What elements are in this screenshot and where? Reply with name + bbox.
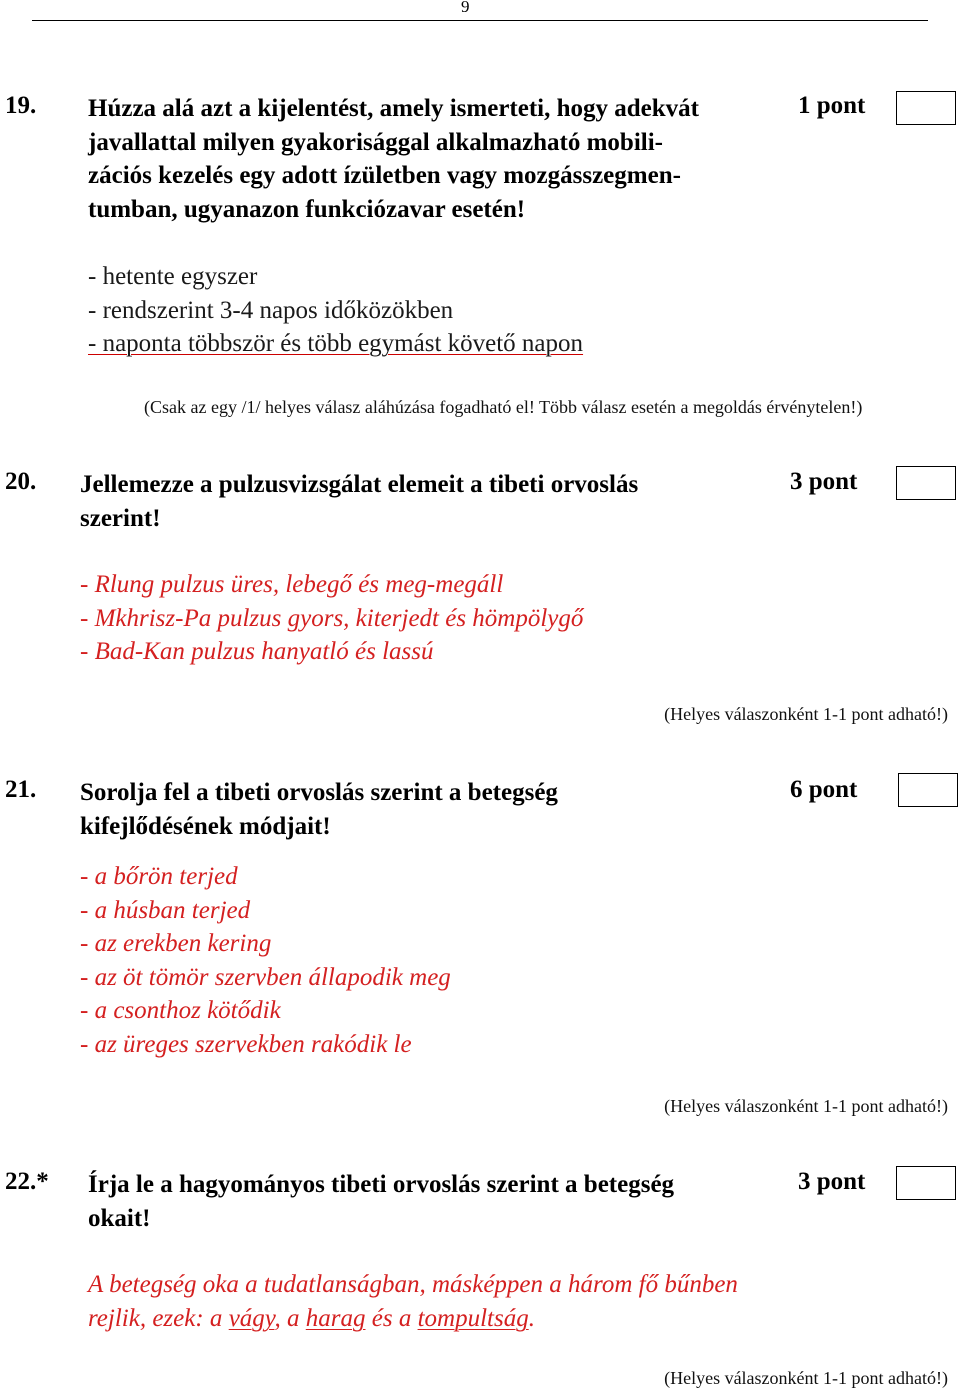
q22-term-vagy: vágy bbox=[228, 1304, 275, 1332]
q19-note: (Csak az egy /1/ helyes válasz aláhúzása fogadható el! Több válasz esetén a megoldás érvénytelen!) bbox=[144, 397, 863, 417]
q21-answers bbox=[80, 860, 451, 1061]
q21-answer: - az erekben kering bbox=[80, 930, 272, 957]
q21-points: 6 pont bbox=[790, 776, 858, 803]
q20-answer: - Bad-Kan pulzus hanyatló és lassú bbox=[80, 638, 434, 665]
q21-note: (Helyes válaszonként 1-1 pont adható!) bbox=[664, 1096, 948, 1116]
q19-question-line: Húzza alá azt a kijelentést, amely ismerteti, hogy adekvát bbox=[88, 95, 699, 122]
q22-number: 22.* bbox=[5, 1168, 49, 1195]
q20-question-line: szerint! bbox=[80, 504, 161, 532]
q19-option[interactable]: - hetente egyszer bbox=[88, 263, 258, 290]
q19-options bbox=[88, 260, 583, 361]
q19-question-line: javallattal milyen gyakorisággal alkalmazható mobili- bbox=[88, 128, 663, 156]
q21-number: 21. bbox=[5, 776, 37, 803]
q21-question-line: Sorolja fel a tibeti orvoslás szerint a betegség bbox=[80, 779, 558, 806]
q19-number: 19. bbox=[5, 92, 37, 119]
q20-question-line: Jellemezze a pulzusvizsgálat elemeit a tibeti orvoslás bbox=[80, 471, 639, 498]
q21-answer: - a bőrön terjed bbox=[80, 863, 238, 890]
q22-note: (Helyes válaszonként 1-1 pont adható!) bbox=[664, 1368, 948, 1388]
q19-points: 1 pont bbox=[798, 92, 866, 119]
q21-question-line: kifejlődésének módjait! bbox=[80, 812, 331, 840]
q21-score-box[interactable] bbox=[898, 773, 958, 807]
q22-answer bbox=[88, 1268, 738, 1335]
q19-question bbox=[88, 92, 699, 226]
q20-points: 3 pont bbox=[790, 468, 858, 495]
q21-answer: - az öt tömör szervben állapodik meg bbox=[80, 963, 451, 991]
q19-question-line: tumban, ugyanazon funkciózavar esetén! bbox=[88, 195, 526, 223]
q22-term-harag: harag bbox=[305, 1304, 366, 1332]
q20-score-box[interactable] bbox=[896, 466, 956, 500]
q20-question bbox=[80, 468, 638, 535]
q21-answer: - a csonthoz kötődik bbox=[80, 997, 281, 1024]
q22-answer-line: A betegség oka a tudatlanságban, másképpen a három fő bűnben bbox=[88, 1271, 738, 1298]
q19-option[interactable]: - rendszerint 3-4 napos időközökben bbox=[88, 296, 454, 324]
q22-answer-prefix: rejlik, ezek: a bbox=[88, 1304, 229, 1332]
q22-question-line: Írja le a hagyományos tibeti orvoslás szerint a betegség bbox=[88, 1171, 675, 1198]
header-rule bbox=[32, 20, 928, 21]
q22-answer-end: . bbox=[528, 1304, 535, 1332]
q20-answer: - Rlung pulzus üres, lebegő és meg-megáll bbox=[80, 571, 504, 598]
q19-question-line: zációs kezelés egy adott ízületben vagy mozgásszegmen- bbox=[88, 162, 681, 189]
q22-question-line: okait! bbox=[88, 1204, 151, 1232]
q22-score-box[interactable] bbox=[896, 1166, 956, 1200]
q22-answer-line bbox=[88, 1302, 738, 1336]
q22-answer-sep: , a bbox=[274, 1304, 306, 1332]
q19-score-box[interactable] bbox=[896, 91, 956, 125]
q20-note: (Helyes válaszonként 1-1 pont adható!) bbox=[664, 704, 948, 724]
q20-answers bbox=[80, 568, 583, 669]
q20-answer: - Mkhrisz-Pa pulzus gyors, kiterjedt és hömpölygő bbox=[80, 604, 584, 632]
q22-answer-sep: és a bbox=[365, 1304, 418, 1332]
q21-question bbox=[80, 776, 558, 843]
q22-term-tompultsag: tompultság bbox=[417, 1304, 529, 1332]
page-number: 9 bbox=[461, 0, 470, 16]
q21-answer: - az üreges szervekben rakódik le bbox=[80, 1030, 412, 1058]
q21-answer: - a húsban terjed bbox=[80, 896, 251, 924]
q22-points: 3 pont bbox=[798, 1168, 866, 1195]
q20-number: 20. bbox=[5, 468, 37, 495]
q19-option-underlined[interactable]: - naponta többször és több egymást követő napon bbox=[88, 330, 584, 357]
q22-question bbox=[88, 1168, 674, 1235]
